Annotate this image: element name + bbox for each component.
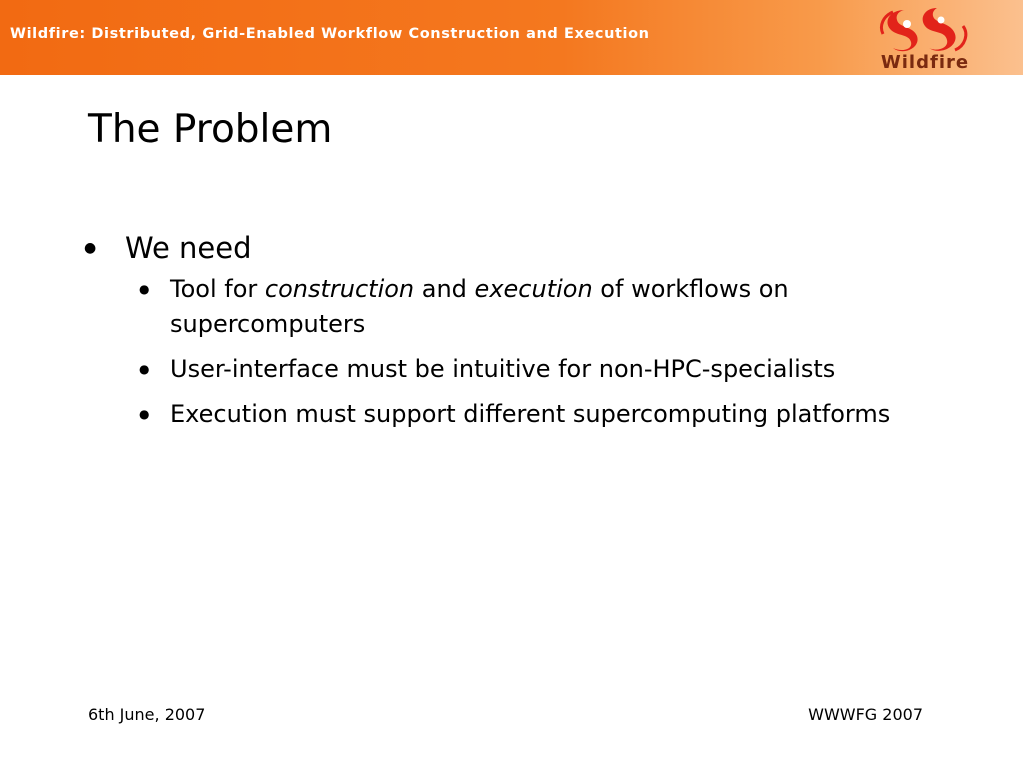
sub-bullet-3 <box>84 397 964 432</box>
bullet-dot-icon: ● <box>139 282 150 296</box>
slide-content <box>84 228 964 442</box>
banner-title: Wildfire: Distributed, Grid-Enabled Workflow Construction and Execution <box>10 26 650 42</box>
footer-event: WWWFG 2007 <box>808 705 923 724</box>
sub-bullet-1-emphasis-construction: construction <box>264 275 415 303</box>
logo-text: Wildfire <box>880 52 970 73</box>
bullet-dot-icon: ● <box>84 240 97 256</box>
bullet-dot-icon: ● <box>139 362 150 376</box>
sub-bullet-1 <box>84 272 964 342</box>
main-bullet <box>84 228 964 268</box>
sub-bullet-2 <box>84 352 964 387</box>
wildfire-swirl-icon <box>875 4 975 54</box>
sub-bullet-1-emphasis-execution: execution <box>474 275 593 303</box>
wildfire-logo <box>855 2 995 74</box>
sub-bullet-2-text: User-interface must be intuitive for non-HPC-specialists <box>170 355 836 383</box>
sub-bullet-1-pre: Tool for <box>170 275 265 303</box>
sub-bullet-1-post: of workflows on supercomputers <box>170 275 789 338</box>
header-banner <box>0 0 1023 75</box>
main-bullet-text: We need <box>125 231 252 265</box>
bullet-dot-icon: ● <box>139 407 150 421</box>
slide-title: The Problem <box>88 107 333 152</box>
sub-bullet-1-mid: and <box>414 275 475 303</box>
footer-date: 6th June, 2007 <box>88 705 206 724</box>
sub-bullet-3-text: Execution must support different supercomputing platforms <box>170 400 891 428</box>
